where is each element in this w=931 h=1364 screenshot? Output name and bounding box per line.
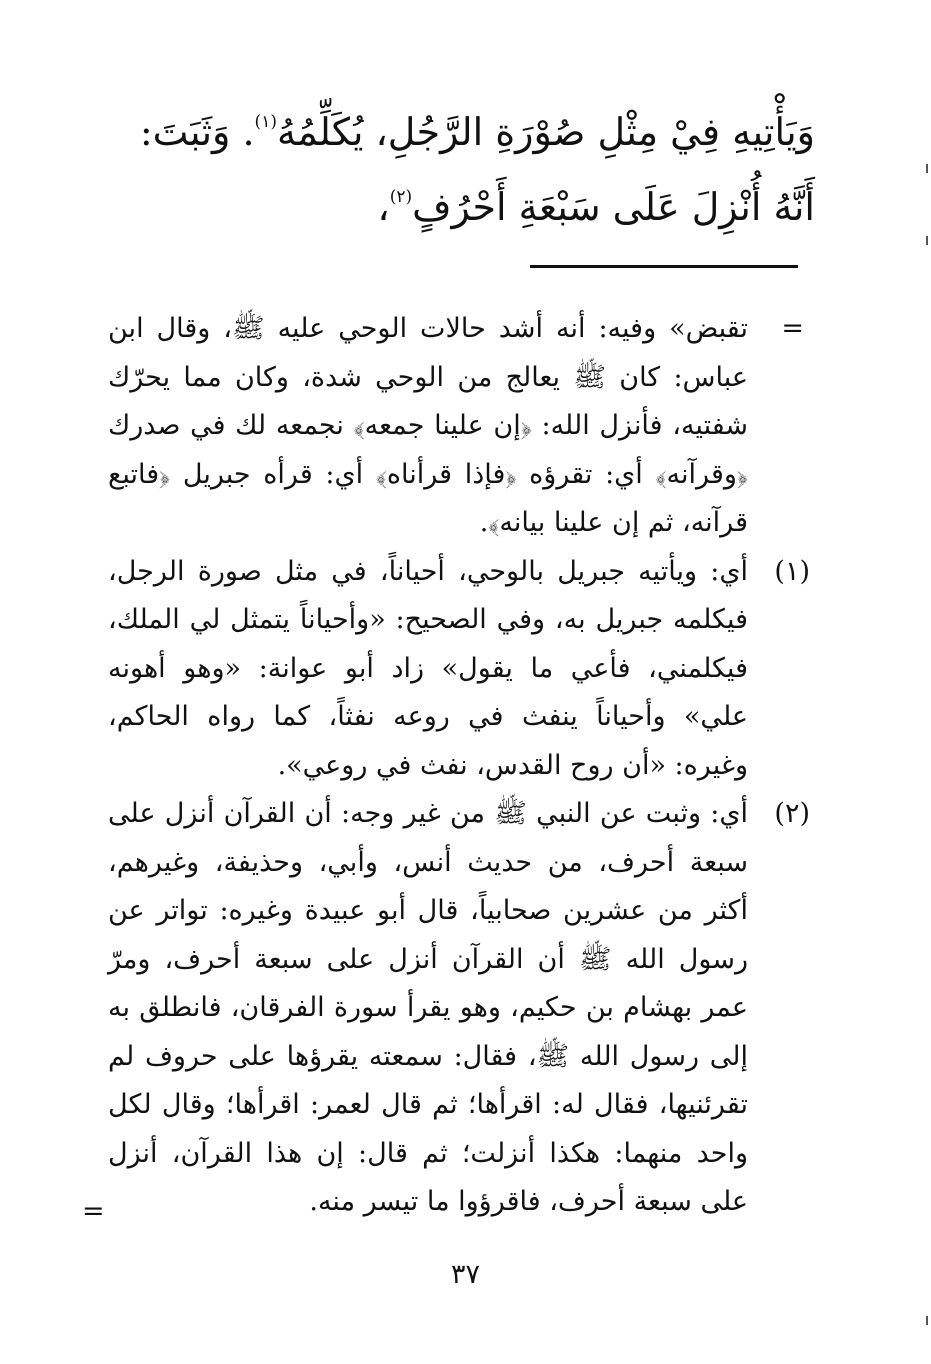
footnote-ref-2[interactable]: (٢) — [389, 187, 413, 207]
continuation-mark: = — [781, 313, 804, 344]
footnote-1 — [108, 548, 810, 791]
footnote-1-number: (١) — [774, 555, 810, 587]
footnote-2 — [108, 790, 810, 1227]
main-text-part-3: ، — [377, 185, 390, 229]
continues-marker: = — [82, 1196, 105, 1227]
margin-dot — [926, 1316, 928, 1325]
footnote-continuation-text: تقبض» وفيه: أنه أشد حالات الوحي عليه ﷺ، وقال ابن عباس: كان ﷺ يعالج من الوحي شدة، وكان مما يحرّك شفتيه، فأنزل الله: ﴿إن علينا جمعه﴾ نجمعه لك في صدرك ﴿وقرآنه﴾ أي: تقرؤه ﴿فإذا قرأناه﴾ أي: قرأه جبريل ﴿فاتبع قرآنه، ثم إن علينا بيانه﴾. — [108, 313, 748, 538]
page-number: ٣٧ — [450, 1259, 480, 1290]
footnote-2-text: أي: وثبت عن النبي ﷺ من غير وجه: أن القرآن أنزل على سبعة أحرف، من حديث أنس، وأبي، وحذيفة، وغيرهم، أكثر من عشرين صحابياً، قال أبو عبيدة وغيره: تواتر عن رسول الله ﷺ أن القرآن أنزل على سبعة أحرف، ومرّ عمر بهشام بن حكيم، وهو يقرأ سورة الفرقان، فانطلق به إلى رسول الله ﷺ، فقال: سمعته يقرؤها على حروف لم تقرئنيها، فقال له: اقرأها؛ ثم قال لعمر: اقرأها؛ وقال لكل واحد منهما: هكذا أنزلت؛ ثم قال: إن هذا القرآن، أنزل على سبعة أحرف، فاقرؤوا ما تيسر منه. — [108, 798, 748, 1217]
footnote-ref-1[interactable]: (١) — [254, 112, 277, 132]
main-text-paragraph — [100, 95, 815, 245]
margin-dot — [926, 164, 928, 173]
main-text-part-2: . وَثَبَتَ: أَنَّهُ أُنْزِلَ عَلَى سَبْعَةِ أَحْرُفٍ — [139, 110, 815, 229]
margin-dot — [926, 236, 928, 245]
main-text-part-1: وَيَأْتِيهِ فِيْ مِثْلِ صُوْرَةِ الرَّجُلِ، يُكَلِّمُهُ — [276, 110, 815, 154]
footnote-separator — [530, 265, 798, 268]
footnote-1-text: أي: ويأتيه جبريل بالوحي، أحياناً، في مثل صورة الرجل، فيكلمه جبريل به، وفي الصحيح: «وأحياناً يتمثل لي الملك، فيكلمني، فأعي ما يقول» زاد أبو عوانة: «وهو أهونه علي» وأحياناً ينفث في روعه نفثاً، كما رواه الحاكم، وغيره: «أن روح القدس، نفث في روعي». — [108, 555, 748, 781]
footnotes-area — [108, 305, 810, 1227]
main-text — [100, 95, 815, 245]
footnote-2-number: (٢) — [774, 798, 810, 829]
footnote-continuation — [108, 305, 810, 548]
